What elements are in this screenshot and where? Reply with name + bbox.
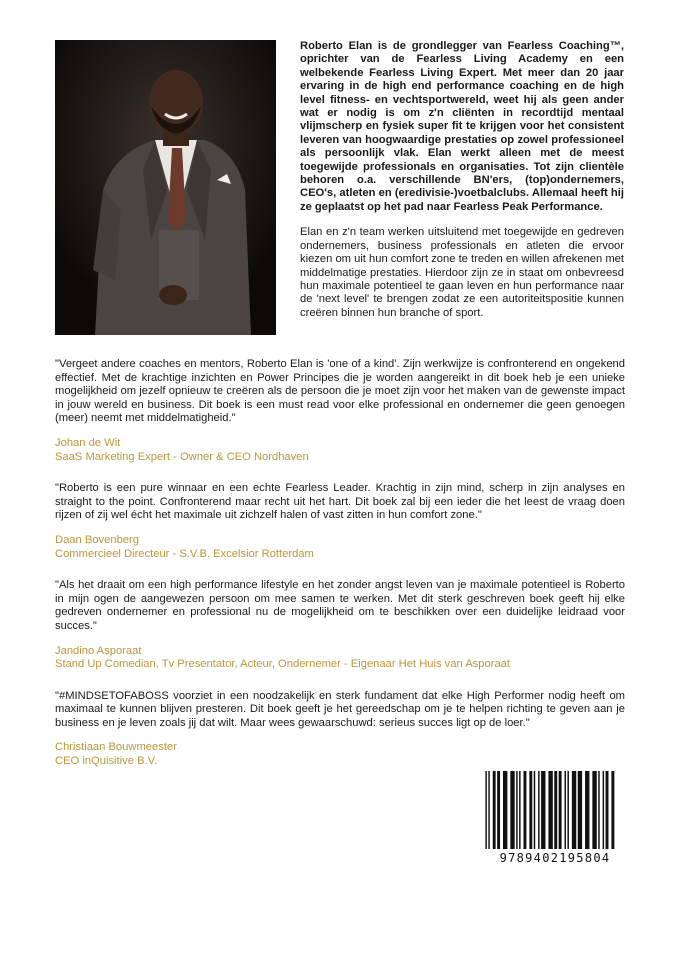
barcode-bars [481,771,629,849]
barcode-bar [548,771,552,849]
testimonial [55,579,625,672]
testimonial-author [55,645,625,672]
barcode-bar [606,771,609,849]
author-portrait-image [55,40,276,335]
testimonial-quote: "Roberto is een pure winnaar en een echte Fearless Leader. Krachtig in zijn mind, scherp in zijn analyses en straight to the point. Confronterend maar recht uit het hart. Dit boek zal bij een ieder die het leest de vraag doen rijzen of zij wel écht het maximale uit zichzelf halen of vast zitten in hun comfort zone." [55,482,625,522]
barcode-bar [488,771,489,849]
testimonial-author-name: Christiaan Bouwmeester [55,741,177,754]
testimonials-section [55,358,625,787]
testimonial [55,690,625,769]
barcode-bar [503,771,507,849]
barcode-bar [519,771,520,849]
barcode-bar [554,771,557,849]
testimonial-author-role: SaaS Marketing Expert - Owner & CEO Nordhaven [55,450,309,463]
testimonial-author-role: Commercieel Directeur - S.V.B. Excelsior Rotterdam [55,547,314,560]
barcode-bar [541,771,545,849]
testimonial-author-name: Jandino Asporaat [55,644,142,657]
testimonial-author-name: Johan de Wit [55,436,121,449]
barcode-bar [567,771,568,849]
barcode-bar [585,771,589,849]
testimonial-quote: "Als het draait om een high performance lifestyle en het zonder angst leven van je maximale potentieel is Roberto in mijn ogen de aangewezen persoon om mee samen te werken. Met dit sterk geschreven boek geeft hij elke gedreven ondernemer en professional nu de mogelijkheid om te beschikken over een duidelijke leidraad voor succes." [55,579,625,632]
barcode-bar [598,771,599,849]
barcode-bar [510,771,514,849]
testimonial-author-role: CEO inQuisitive B.V. [55,755,158,768]
author-bio [300,40,624,332]
barcode-bar [534,771,535,849]
barcode-bar [485,771,486,849]
barcode-bar [565,771,566,849]
testimonial-quote: "#MINDSETOFABOSS voorziet in een noodzakelijk en sterk fundament dat elke High Performer nodig heeft om maximaal te kunnen blijven presteren. Dit boek geeft je het gereedschap om je te helpen richting te geven aan je business en je leven zoals jij dat wilt. Maar wees gewaarschuwd: serieus succes ligt op de loer." [55,689,625,729]
author-photo [55,40,276,335]
testimonial-author-role: Stand Up Comedian, Tv Presentator, Acteur, Ondernemer - Eigenaar Het Huis van Asporaat [55,658,510,671]
testimonial-author [55,534,625,561]
testimonial [55,482,625,561]
barcode-bar [559,771,562,849]
barcode-bar [497,771,500,849]
testimonial-author [55,741,625,768]
testimonial [55,358,625,464]
barcode-bar [538,771,539,849]
barcode-bar [611,771,614,849]
testimonial-author [55,437,625,464]
bio-paragraph-2: Elan en z'n team werken uitsluitend met toegewijde en gedreven ondernemers, business professionals en atleten die ervoor kiezen om uit hun comfort zone te treden en willen afrekenen met middelmatige prestaties. Hierdoor zijn ze in staat om onbevreesd hun maximale potentieel te gaan leven en hun performance naar de 'next level' te brengen zodat ze een autoriteitspositie kunnen creëren binnen hun branche of sport. [300,226,624,319]
barcode-bar [578,771,582,849]
testimonial-quote: "Vergeet andere coaches en mentors, Roberto Elan is 'one of a kind'. Zijn werkwijze is confronterend en ongekend effectief. Met de krachtige inzichten en Power Principes die je worden aangereikt in dit boek heb je een unieke mogelijkheid om jezelf opnieuw te creëren als de persoon die je moet zijn voor het maken van de gewenste impact in jouw wereld en business. Dit boek is een must read voor elke professional en ondernemer die geen genoegen (meer) neemt met middelmatigheid." [55,358,625,425]
isbn-number: 9789402195804 [499,851,611,865]
barcode-bar [572,771,576,849]
barcode-bar [592,771,596,849]
barcode-bar [516,771,517,849]
barcode-bar [524,771,527,849]
barcode-bar [493,771,496,849]
isbn-barcode [481,771,629,869]
barcode-bar [529,771,532,849]
barcode-bar [603,771,604,849]
testimonial-author-name: Daan Bovenberg [55,533,139,546]
bio-paragraph-1: Roberto Elan is de grondlegger van Fearless Coaching™, oprichter van de Fearless Living Academy en een welbekende Fearless Living Expert. Met meer dan 20 jaar ervaring in de high end performance coaching en de high level fitness- en vechtsportwereld, weet hij als geen ander wat er nodig is om z'n cliënten in recordtijd mentaal vlijmscherp en fysiek super fit te krijgen voor het consistent leveren van hoogwaardige prestaties op zowel professioneel als persoonlijk vlak. Elan werkt alleen met de meest toegewijde professionals en organisaties. Tot zijn clientèle behoren o.a. verschillende BN'ers, (top)ondernemers, CEO's, atleten en (eredivisie-)voetbalclubs. Allemaal heeft hij ze geplaatst op het pad naar Fearless Peak Performance. [300,40,624,213]
